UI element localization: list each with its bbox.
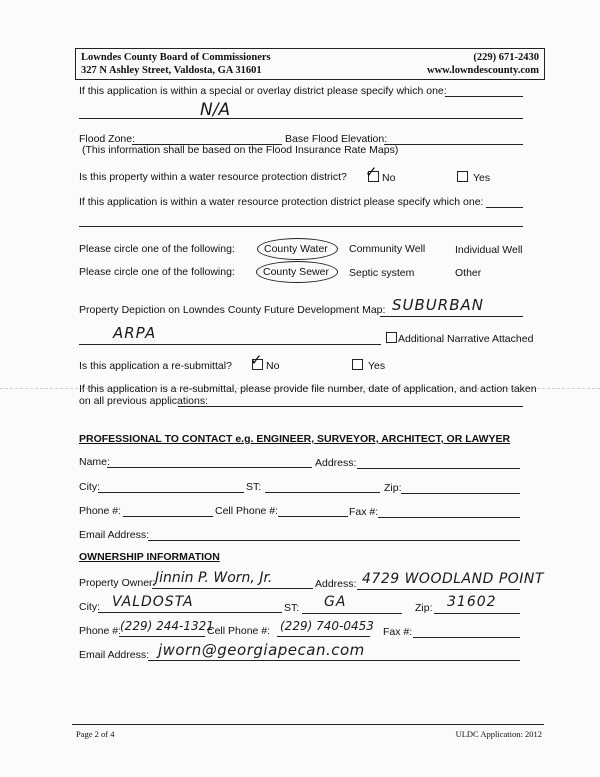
owner-phone-field[interactable] (119, 636, 205, 637)
option-county-sewer[interactable]: County Sewer (263, 266, 329, 278)
flood-note: (This information shall be based on the Flood Insurance Rate Maps) (82, 144, 399, 156)
owner-city-field[interactable] (98, 612, 282, 613)
resubmittal-yes-checkbox[interactable] (352, 359, 363, 370)
flood-zone-label: Flood Zone: (79, 133, 136, 145)
prof-city-label: City: (79, 481, 100, 493)
check-mark-icon: ✓ (365, 163, 378, 181)
org-phone: (229) 671-2430 (473, 52, 539, 63)
water-district-line[interactable] (486, 207, 523, 208)
future-dev-map-value[interactable]: SUBURBAN (392, 296, 484, 314)
org-address: 327 N Ashley Street, Valdosta, GA 31601 (81, 65, 262, 76)
owner-name-value[interactable]: Jinnin P. Worn, Jr. (155, 570, 273, 586)
owner-cell-value[interactable]: (229) 740-0453 (280, 619, 374, 633)
page-number: Page 2 of 4 (76, 729, 115, 739)
professional-section-heading: PROFESSIONAL TO CONTACT e.g. ENGINEER, SURVEYOR, ARCHITECT, OR LAWYER (79, 433, 511, 445)
prof-zip-label: Zip: (384, 482, 402, 494)
prof-address-label: Address: (315, 457, 357, 469)
owner-fax-field[interactable] (413, 637, 520, 638)
circle-water-label: Please circle one of the following: (79, 243, 235, 255)
water-resource-question: Is this property within a water resource protection district? (79, 171, 347, 183)
owner-st-label: ST: (284, 602, 300, 614)
resubmittal-info-field[interactable] (178, 406, 523, 407)
prof-city-field[interactable] (98, 492, 244, 493)
owner-phone-value[interactable]: (229) 244-1321 (120, 619, 214, 633)
owner-address-label: Address: (315, 578, 357, 590)
prof-cell-field[interactable] (278, 516, 348, 517)
prof-name-field[interactable] (107, 467, 312, 468)
owner-email-label: Email Address: (79, 649, 150, 661)
resubmittal-no-label: No (266, 360, 280, 372)
future-dev-map-value-2[interactable]: ARPA (113, 324, 157, 342)
option-septic-system[interactable]: Septic system (349, 267, 415, 279)
special-district-value[interactable]: N/A (200, 100, 231, 120)
check-mark-icon: ✓ (250, 351, 263, 369)
document-header (75, 48, 545, 80)
owner-name-field[interactable] (152, 588, 313, 589)
owner-zip-value[interactable]: 31602 (447, 594, 497, 610)
option-community-well[interactable]: Community Well (349, 243, 426, 255)
form-id: ULDC Application: 2012 (455, 729, 542, 739)
water-district-line-2[interactable] (79, 226, 523, 227)
owner-email-value[interactable]: jworn@georgiapecan.com (158, 641, 365, 659)
option-other[interactable]: Other (455, 267, 482, 279)
water-resource-yes-label: Yes (473, 172, 491, 184)
prof-name-label: Name: (79, 456, 110, 468)
prof-phone-field[interactable] (123, 516, 213, 517)
prof-phone-label: Phone #: (79, 505, 122, 517)
owner-name-label: Property Owner: (79, 577, 156, 589)
special-district-line-2[interactable] (79, 118, 523, 119)
org-name: Lowndes County Board of Commissioners (81, 52, 271, 63)
owner-st-value[interactable]: GA (324, 594, 347, 610)
circle-sewer-label: Please circle one of the following: (79, 266, 235, 278)
option-individual-well[interactable]: Individual Well (455, 244, 523, 256)
owner-address-field[interactable] (357, 589, 520, 590)
special-district-line[interactable] (445, 96, 523, 97)
org-website[interactable]: www.lowndescounty.com (426, 65, 539, 76)
owner-city-label: City: (79, 601, 100, 613)
prof-st-label: ST: (246, 481, 262, 493)
owner-cell-label: Cell Phone #: (207, 625, 271, 637)
base-flood-elevation-label: Base Flood Elevation: (285, 133, 388, 145)
prof-fax-field[interactable] (378, 517, 520, 518)
prof-address-field[interactable] (357, 468, 520, 469)
resubmittal-instructions-2: on all previous applications: (79, 395, 208, 407)
future-dev-map-label: Property Depiction on Lowndes County Future Development Map: (79, 304, 386, 316)
future-dev-map-line-2[interactable] (79, 344, 381, 345)
option-county-water[interactable]: County Water (264, 243, 328, 255)
prof-fax-label: Fax #: (349, 506, 379, 518)
ownership-section-heading: OWNERSHIP INFORMATION (79, 551, 220, 563)
water-resource-yes-checkbox[interactable] (457, 171, 468, 182)
owner-email-field[interactable] (148, 660, 520, 661)
base-flood-elevation-field[interactable] (384, 144, 523, 145)
prof-email-label: Email Address: (79, 529, 150, 541)
owner-address-value[interactable]: 4729 WOODLAND POINT (362, 571, 544, 587)
resubmittal-instructions-1: If this application is a re-submittal, please provide file number, date of application, and action taken (79, 383, 537, 395)
owner-city-value[interactable]: VALDOSTA (112, 594, 194, 610)
owner-fax-label: Fax #: (383, 626, 413, 638)
future-dev-map-line[interactable] (380, 316, 523, 317)
owner-zip-label: Zip: (415, 602, 433, 614)
prof-zip-field[interactable] (401, 493, 520, 494)
owner-cell-field[interactable] (277, 636, 370, 637)
prof-email-field[interactable] (148, 540, 520, 541)
owner-phone-label: Phone #: (79, 625, 122, 637)
owner-st-field[interactable] (302, 613, 402, 614)
additional-narrative-label: Additional Narrative Attached (398, 333, 534, 345)
resubmittal-question: Is this application a re-submittal? (79, 360, 232, 372)
water-district-label: If this application is within a water resource protection district please specify which one: (79, 196, 484, 208)
special-district-label: If this application is within a special or overlay district please specify which one: (79, 85, 447, 97)
prof-st-field[interactable] (265, 492, 380, 493)
owner-zip-field[interactable] (434, 613, 520, 614)
resubmittal-yes-label: Yes (368, 360, 386, 372)
water-resource-no-label: No (382, 172, 396, 184)
footer-rule (72, 724, 544, 725)
prof-cell-label: Cell Phone #: (215, 505, 279, 517)
additional-narrative-checkbox[interactable] (386, 332, 397, 343)
